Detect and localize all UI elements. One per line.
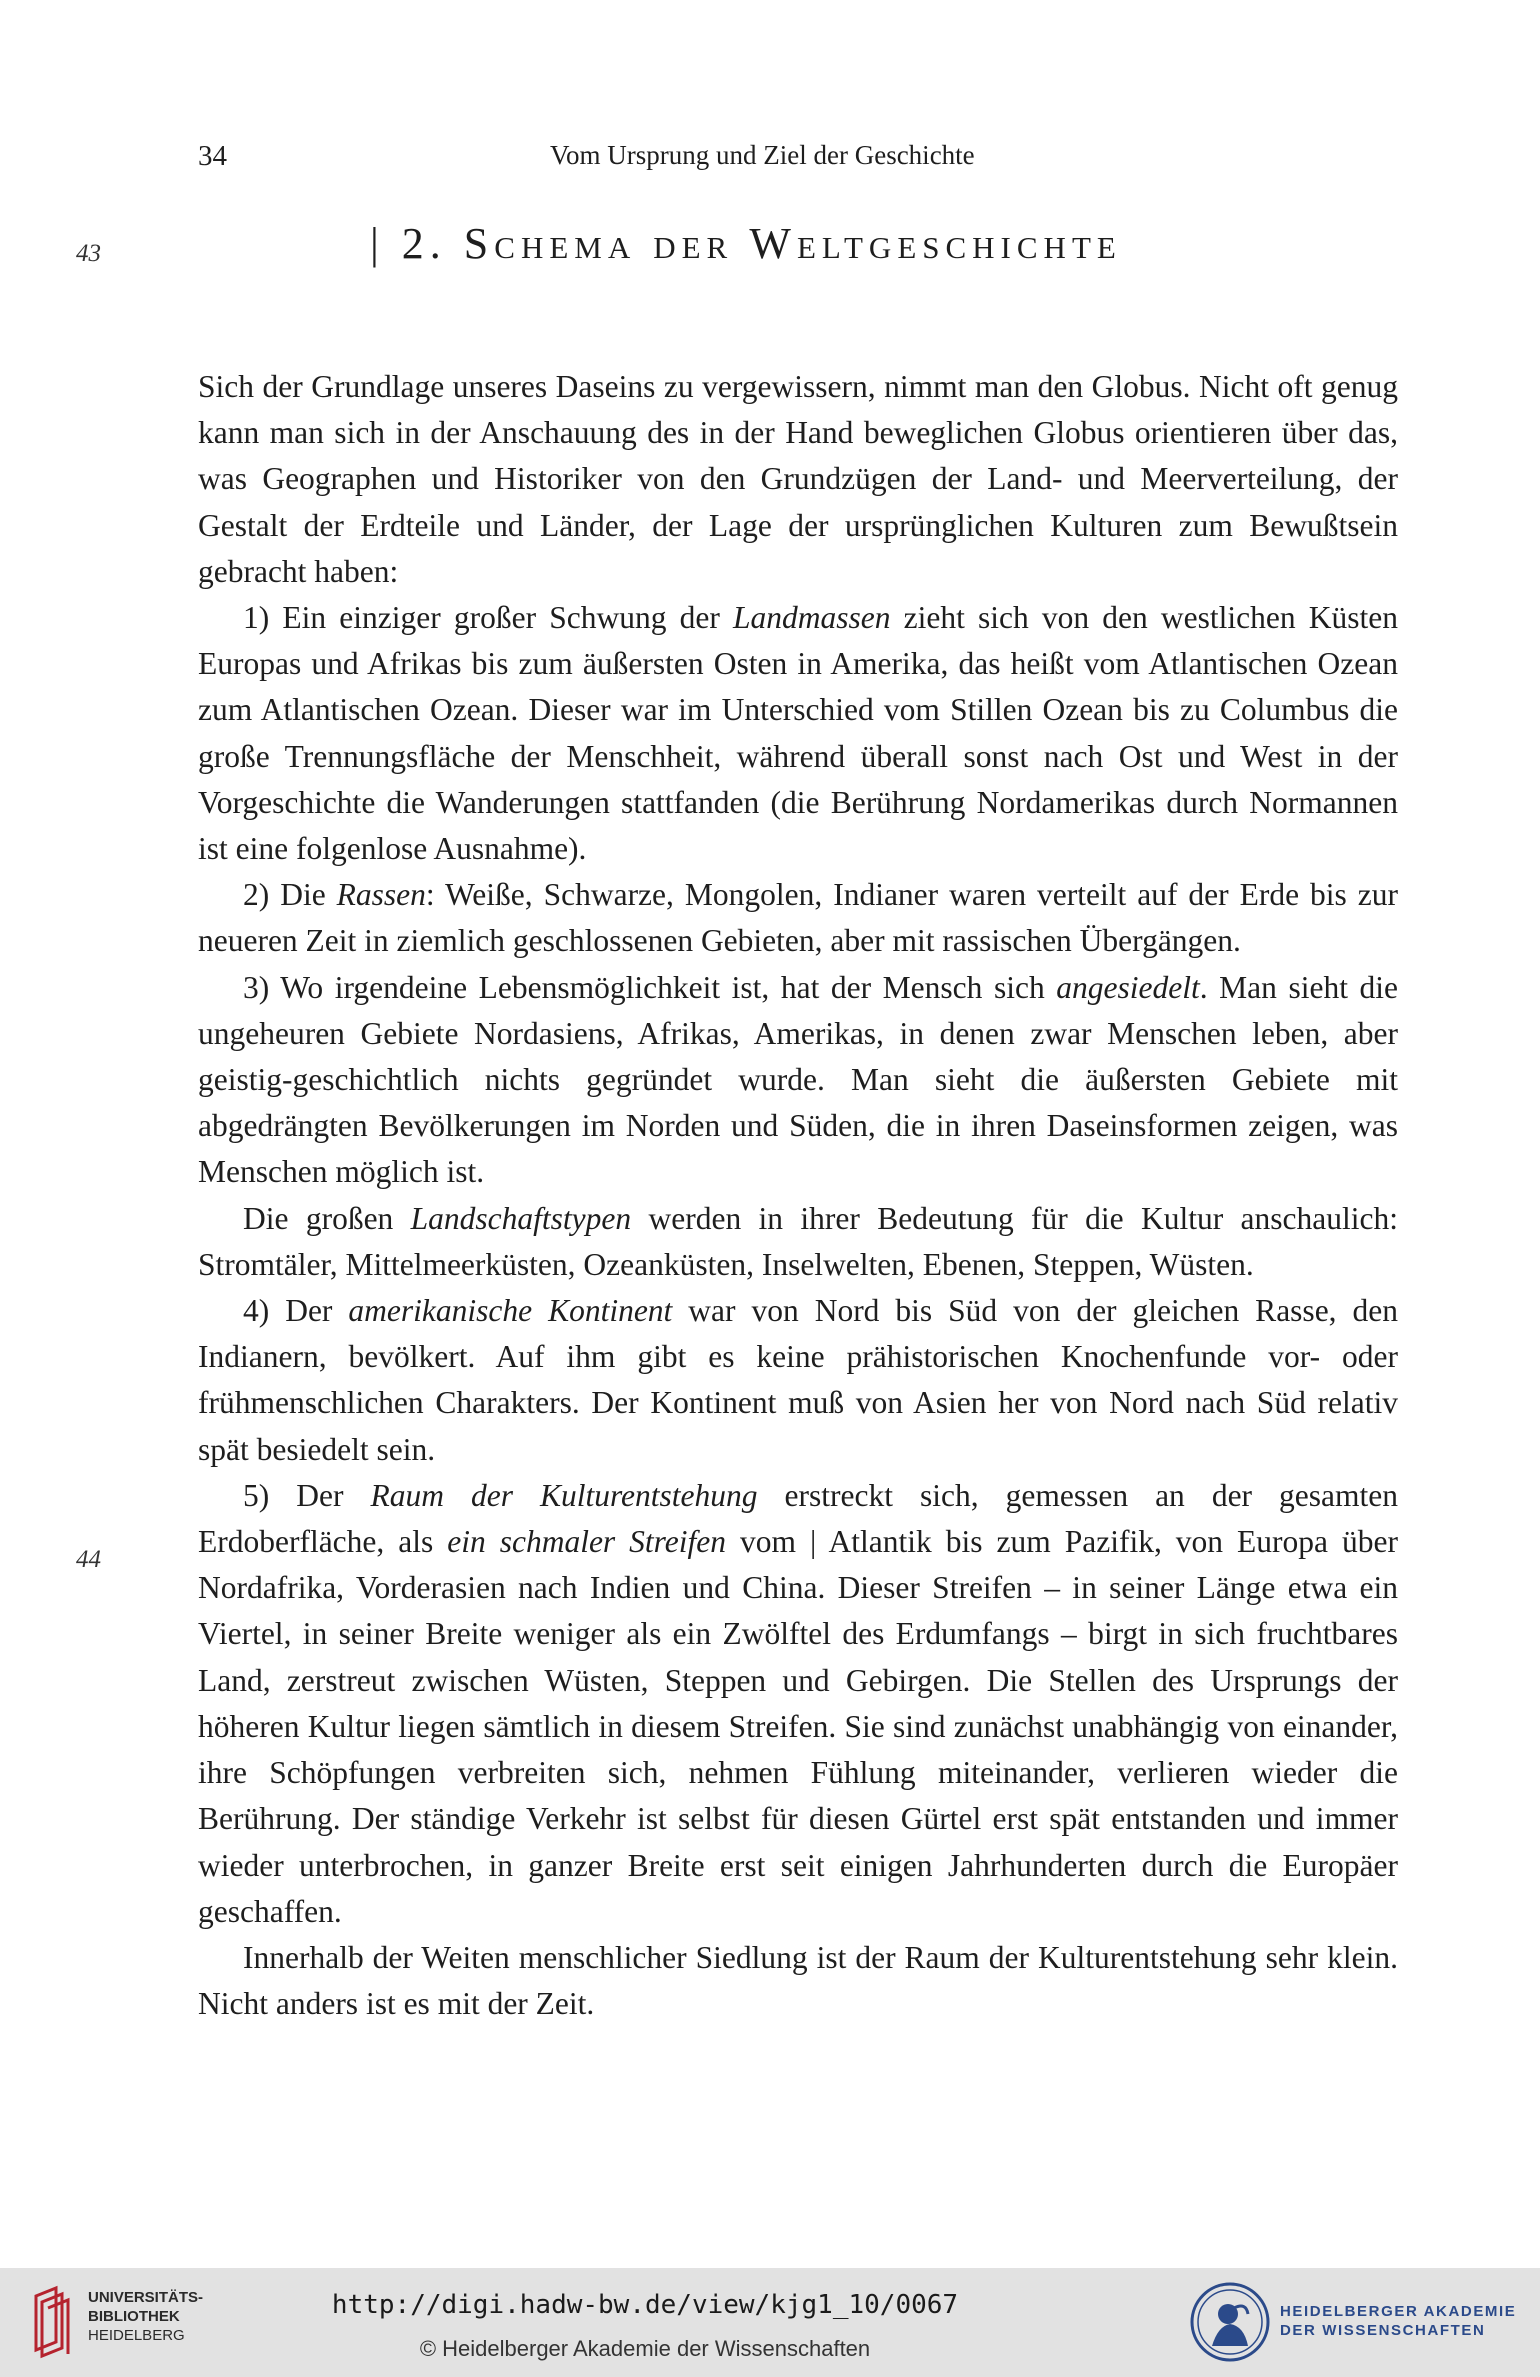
margin-page-number: 43 [76,240,101,267]
academy-name: HEIDELBERGER AKADEMIE DER WISSENSCHAFTEN [1280,2303,1517,2339]
chapter-title: | 2. Schema der Weltgeschichte [370,219,1122,268]
academy-seal-icon [1188,2280,1272,2364]
page-header [198,140,1048,180]
paragraph: 2) Die Rassen: Weiße, Schwarze, Mongolen, Indianer waren verteilt auf der Erde bis zur neueren Zeit in ziemlich geschlossenen Gebieten, aber mit rassischen Übergängen. [198,877,1398,959]
running-head: Vom Ursprung und Ziel der Geschichte [550,140,975,170]
paragraph: Sich der Grundlage unseres Daseins zu vergewissern, nimmt man den Globus. Nicht oft genug kann man sich in der Anschauung des in der Hand beweglichen Globus orientieren über das, was Geographen und Historiker von den Grundzügen der Land- und Meerverteilung, der Gestalt der Erdteile und Länder, der Lage der ursprünglichen Kulturen zum Bewußtsein gebracht haben: [198,369,1398,589]
margin-page-number: 44 [76,1546,101,1573]
paragraph: 3) Wo irgendeine Lebensmöglichkeit ist, hat der Mensch sich angesiedelt. Man sieht die ungeheuren Gebiete Nordasiens, Afrikas, Amerikas, in denen zwar Menschen leben, aber geistig-geschichtlich nichts gegründet wurde. Man sieht die äußersten Gebiete mit abgedrängten Bevölkerungen im Norden und Süden, die in ihren Daseinsformen zeigen, was Menschen möglich ist. [198,969,1398,1190]
university-library-name: UNIVERSITÄTS- BIBLIOTHEK HEIDELBERG [88,2289,204,2344]
source-url-link[interactable]: http://digi.hadw-bw.de/view/kjg1_10/0067 [331,2290,959,2320]
paragraph: 4) Der amerikanische Kontinent war von Nord bis Süd von der gleichen Rasse, den Indianern, bevölkert. Auf ihm gibt es keine prähistorischen Knochenfunde vor- oder frühmenschlichen Charakters. Der Kontinent muß von Asien her von Nord nach Süd relativ spät besiedelt sein. [198,1293,1398,1467]
paragraph: 1) Ein einziger großer Schwung der Landmassen zieht sich von den westlichen Küsten Europas und Afrikas bis zum äußersten Osten in Amerika, das heißt vom Atlantischen Ozean zum Atlantischen Ozean. Dieser war im Unterschied vom Stillen Ozean bis zu Columbus die große Trennungsfläche der Menschheit, während überall sonst nach Ost und West in der Vorgeschichte die Wanderungen stattfanden (die Berührung Nordamerikas durch Normannen ist eine folgenlose Ausnahme). [198,600,1398,867]
paragraph: Innerhalb der Weiten menschlicher Siedlung ist der Raum der Kulturentstehung sehr klein. Nicht anders ist es mit der Zeit. [198,1939,1398,2022]
copyright-notice: © Heidelberger Akademie der Wissenschaften [419,2336,871,2361]
paragraph: 5) Der Raum der Kulturentstehung erstreckt sich, gemessen an der gesamten Erdoberfläche, als ein schmaler Streifen vom | Atlantik bis zum Pazifik, von Europa über Nordafrika, Vorderasien nach Indien und China. Dieser Streifen – in seiner Länge etwa ein Viertel, in seiner Breite weniger als ein Zwölftel des Erdumfangs – birgt in sich fruchtbares Land, zerstreut zwischen Wüsten, Steppen und Gebirgen. Die Stellen des Ursprungs der höheren Kultur liegen sämtlich in diesem Streifen. Sie sind zunächst unabhängig von einander, ihre Schöpfungen verbreiten sich, nehmen Fühlung miteinander, verlieren wieder die Berührung. Der ständige Verkehr ist selbst für diesen Gürtel erst spät entstanden und immer wieder unterbrochen, in ganzer Breite erst seit einigen Jahrhunderten durch die Europäer geschaffen. [198,1477,1398,1929]
paragraph: Die großen Landschaftstypen werden in ihrer Bedeutung für die Kultur anschaulich: Stromtäler, Mittelmeerküsten, Ozeanküsten, Inselwelten, Ebenen, Steppen, Wüsten. [198,1200,1398,1282]
footer-bar [0,2268,1540,2377]
page-number: 34 [198,140,227,172]
academy-logo[interactable] [1188,2280,1528,2364]
body-text [198,364,1398,2027]
